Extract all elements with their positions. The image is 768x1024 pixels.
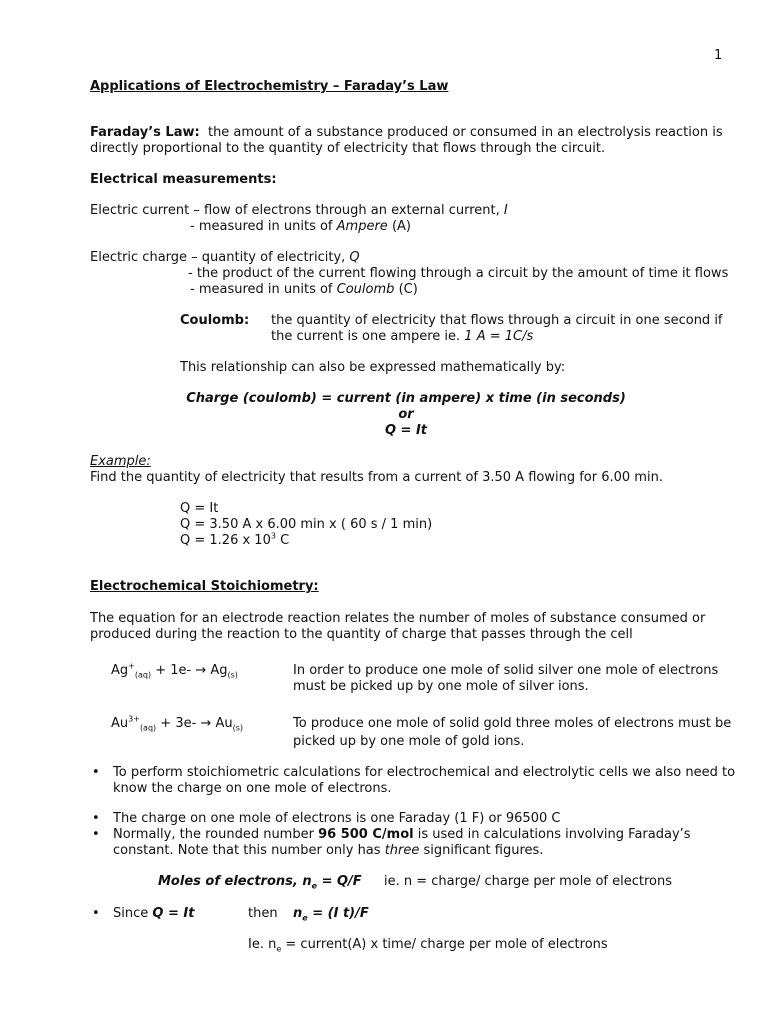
gold-ion-state: (aq) <box>139 723 157 733</box>
example-step2: Q = 3.50 A x 6.00 min x ( 60 s / 1 min) <box>180 517 433 532</box>
gold-ion-charge: 3+ <box>128 714 140 724</box>
gold-ion-symbol: Au <box>111 716 129 731</box>
example-step3 <box>180 533 289 549</box>
moles-n-subscript: e <box>311 881 318 891</box>
since-formula: Q = It <box>152 906 195 921</box>
formula-or: or <box>398 407 414 422</box>
example-question: Find the quantity of electricity that results from a current of 3.50 A flowing for 6.00 min. <box>90 470 663 485</box>
moles-description: ie. n = charge/ charge per mole of electrons <box>384 874 672 889</box>
stoichiometry-text-line1: The equation for an electrode reaction relates the number of moles of substance consumed or <box>90 611 706 626</box>
ne-subscript: e <box>302 913 308 923</box>
silver-ion-charge: + <box>128 661 135 671</box>
coulomb-label: Coulomb: <box>180 313 250 328</box>
charge-unit-prefix: - measured in units of <box>190 282 333 297</box>
charge-symbol: Q <box>349 250 360 265</box>
bullet-icon: • <box>92 811 100 826</box>
faraday-law-text: the amount of a substance produced or consumed in an electrolysis reaction is <box>207 125 723 140</box>
faraday-constant-value: 96 500 C/mol <box>318 827 414 842</box>
current-unit-abbr: (A) <box>391 219 411 234</box>
silver-ion-state: (aq) <box>134 670 152 680</box>
silver-reaction-equation <box>111 663 238 679</box>
silver-reaction-desc-line2: must be picked up by one mole of silver ions. <box>293 679 589 694</box>
silver-reaction-desc-line1: In order to produce one mole of solid silver one mole of electrons <box>293 663 719 678</box>
electric-current-text: Electric current – flow of electrons through an external current, <box>90 203 500 218</box>
example-step1: Q = It <box>180 501 219 516</box>
silver-ion-symbol: Ag <box>111 663 129 678</box>
electric-current-line2 <box>190 219 411 235</box>
faraday-law-label: Faraday’s Law: <box>90 125 200 140</box>
faraday-law-line1 <box>90 125 723 141</box>
example-step3-exponent: 3 <box>270 531 276 541</box>
electric-current-line1 <box>90 203 508 219</box>
moles-equation: = Q/F <box>317 874 362 889</box>
then-word: then <box>248 906 278 921</box>
relationship-text: This relationship can also be expressed mathematically by: <box>180 360 566 375</box>
ie-post: = current(A) x time/ charge per mole of electrons <box>281 937 608 952</box>
coulomb-definition-line1: the quantity of electricity that flows through a circuit in one second if <box>271 313 723 328</box>
moles-n: n <box>302 874 312 889</box>
bullet1-line2: know the charge on one mole of electrons. <box>113 781 392 796</box>
bullet-icon: • <box>92 906 100 921</box>
ie-pre: Ie. n <box>248 937 277 952</box>
coulomb-def-formula: 1 A = 1C/s <box>464 329 534 344</box>
electric-charge-line2: - the product of the current flowing through a circuit by the amount of time it flows <box>188 266 729 281</box>
ne-equation: = (I t)/F <box>307 906 369 921</box>
gold-reaction-desc-line1: To produce one mole of solid gold three moles of electrons must be <box>293 716 732 731</box>
document-title: Applications of Electrochemistry – Faraday’s Law <box>90 79 449 94</box>
bullet3-line2 <box>113 843 543 859</box>
current-symbol: I <box>503 203 508 218</box>
bullet-icon: • <box>92 827 100 842</box>
bullet3-line2-italic: three <box>384 843 420 858</box>
bullet3-post: is used in calculations involving Faraday’s <box>417 827 691 842</box>
coulomb-def-text: the current is one ampere ie. <box>271 329 461 344</box>
charge-formula: Charge (coulomb) = current (in ampere) x time (in seconds) <box>186 391 626 406</box>
ie-formula-line <box>248 937 608 953</box>
gold-product-state: (s) <box>232 723 244 733</box>
stoichiometry-text-line2: produced during the reaction to the quantity of charge that passes through the cell <box>90 627 633 642</box>
since-label <box>113 906 194 922</box>
stoichiometry-heading: Electrochemical Stoichiometry: <box>90 579 319 594</box>
ie-subscript: e <box>276 944 282 954</box>
bullet3-line1 <box>113 827 691 843</box>
moles-of-electrons-formula <box>158 874 362 890</box>
current-unit-prefix: - measured in units of <box>190 219 333 234</box>
electric-charge-line1 <box>90 250 360 266</box>
charge-unit-abbr: (C) <box>398 282 418 297</box>
moles-label: Moles of electrons, <box>158 874 298 889</box>
gold-reaction-desc-line2: picked up by one mole of gold ions. <box>293 734 525 749</box>
example-step3-value: Q = 1.26 x 10 <box>180 533 271 548</box>
ne-n: n <box>293 906 303 921</box>
since-word: Since <box>113 906 149 921</box>
electric-charge-text: Electric charge – quantity of electricity, <box>90 250 346 265</box>
gold-reaction-equation <box>111 716 243 732</box>
example-label: Example: <box>90 454 151 469</box>
bullet2-text: The charge on one mole of electrons is one Faraday (1 F) or 96500 C <box>113 811 561 826</box>
page-number: 1 <box>714 48 723 63</box>
example-step3-unit: C <box>275 533 290 548</box>
bullet3-line2-post: significant figures. <box>423 843 544 858</box>
coulomb-definition-line2 <box>271 329 533 345</box>
bullet3-pre: Normally, the rounded number <box>113 827 314 842</box>
charge-unit-name: Coulomb <box>336 282 395 297</box>
bullet3-line2-pre: constant. Note that this number only has <box>113 843 381 858</box>
faraday-law-line2: directly proportional to the quantity of electricity that flows through the circuit. <box>90 141 606 156</box>
electrical-measurements-heading: Electrical measurements: <box>90 172 277 187</box>
ne-it-formula <box>293 906 369 922</box>
silver-reaction-middle: + 1e- → Ag <box>151 663 228 678</box>
bullet-icon: • <box>92 765 100 780</box>
current-unit-name: Ampere <box>336 219 388 234</box>
bullet1-line1: To perform stoichiometric calculations for electrochemical and electrolytic cells we also need to <box>113 765 736 780</box>
electric-charge-line3 <box>190 282 418 298</box>
gold-reaction-middle: + 3e- → Au <box>156 716 233 731</box>
q-equals-it-formula: Q = It <box>384 423 428 438</box>
silver-product-state: (s) <box>227 670 238 680</box>
